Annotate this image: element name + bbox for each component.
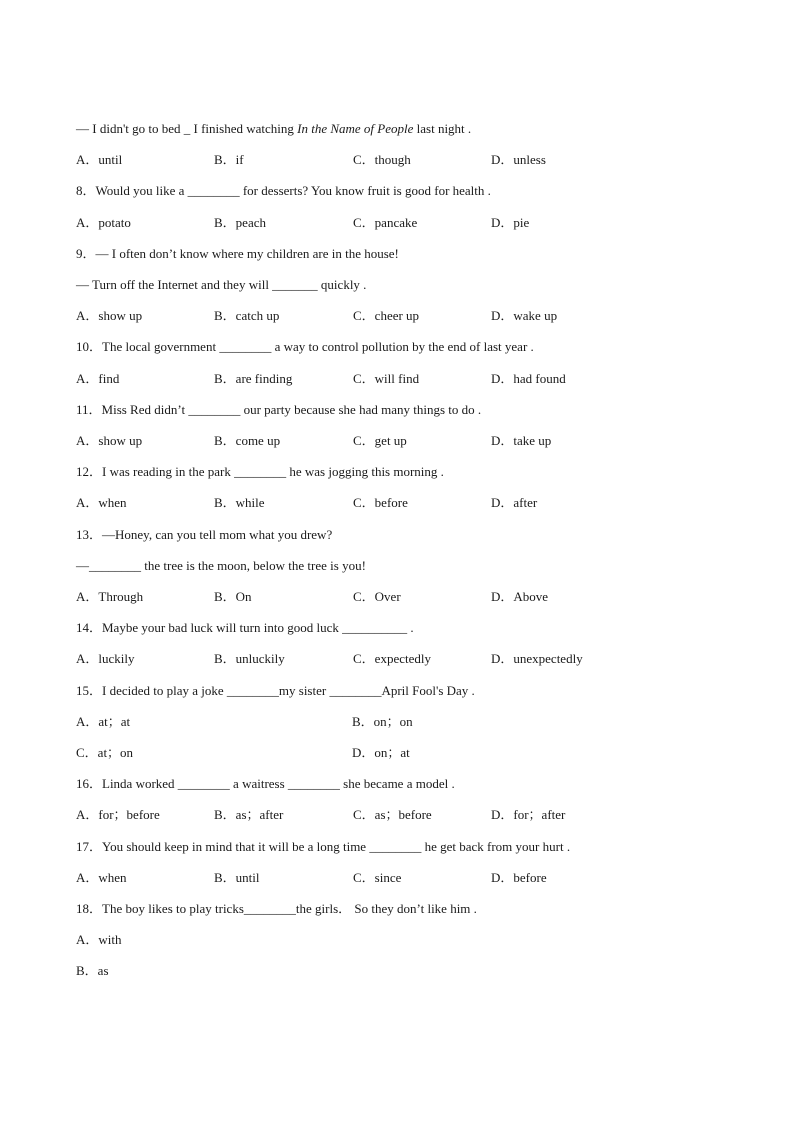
question-14-options xyxy=(76,649,726,669)
option-d[interactable]: D．after xyxy=(491,495,538,510)
option-d[interactable]: D．take up xyxy=(491,433,552,448)
question-15-stem: 15．I decided to play a joke ________my sister ________April Fool's Day . xyxy=(76,683,475,698)
option-a[interactable]: A．when xyxy=(76,495,127,510)
question-8-options xyxy=(76,213,726,233)
option-b[interactable]: B．as xyxy=(76,963,109,978)
option-b[interactable]: B．until xyxy=(214,870,260,885)
option-c[interactable]: C．as；before xyxy=(353,807,432,822)
question-13-options xyxy=(76,587,726,607)
option-a[interactable]: A．show up xyxy=(76,308,143,323)
option-b[interactable]: B．On xyxy=(214,589,252,604)
question-9-options xyxy=(76,306,726,326)
option-d[interactable]: D．unexpectedly xyxy=(491,651,583,666)
option-b[interactable]: B．peach xyxy=(214,215,266,230)
option-d[interactable]: D．before xyxy=(491,870,547,885)
question-13-reply: —________ the tree is the moon, below the tree is you! xyxy=(76,558,366,573)
option-c[interactable]: C．pancake xyxy=(353,215,418,230)
question-17-options xyxy=(76,868,726,888)
option-c[interactable]: C．expectedly xyxy=(353,651,431,666)
option-b[interactable]: B．on；on xyxy=(352,714,413,729)
option-a[interactable]: A．until xyxy=(76,152,123,167)
option-d[interactable]: D．wake up xyxy=(491,308,558,323)
option-d[interactable]: D．on；at xyxy=(352,745,410,760)
question-17-stem: 17．You should keep in mind that it will be a long time ________ he get back from your hurt . xyxy=(76,839,571,854)
question-9-reply: — Turn off the Internet and they will _______ quickly . xyxy=(76,277,367,292)
option-c[interactable]: C．at；on xyxy=(76,745,134,760)
question-11-options xyxy=(76,431,726,451)
option-c[interactable]: C．before xyxy=(353,495,408,510)
question-7-italic-title: In the Name of People xyxy=(297,121,414,136)
option-a[interactable]: A．luckily xyxy=(76,651,135,666)
option-d[interactable]: D．Above xyxy=(491,589,549,604)
option-a[interactable]: A．when xyxy=(76,870,127,885)
question-10-options xyxy=(76,369,726,389)
option-a[interactable]: A．find xyxy=(76,371,120,386)
option-c[interactable]: C．get up xyxy=(353,433,407,448)
option-b[interactable]: B．as；after xyxy=(214,807,284,822)
option-a[interactable]: A．at；at xyxy=(76,714,131,729)
option-d[interactable]: D．pie xyxy=(491,215,530,230)
question-10-stem: 10．The local government ________ a way to control pollution by the end of last year . xyxy=(76,339,534,354)
question-15-options-row-1 xyxy=(76,712,726,732)
option-a[interactable]: A．Through xyxy=(76,589,144,604)
option-a[interactable]: A．for；before xyxy=(76,807,160,822)
question-16-stem: 16．Linda worked ________ a waitress ________ she became a model . xyxy=(76,776,455,791)
option-a[interactable]: A．with xyxy=(76,932,122,947)
option-b[interactable]: B．unluckily xyxy=(214,651,285,666)
question-12-options xyxy=(76,493,726,513)
question-7-text-start: — I didn't go to bed _ I finished watching xyxy=(76,121,298,136)
question-12-stem: 12．I was reading in the park ________ he was jogging this morning . xyxy=(76,464,444,479)
question-11-stem: 11．Miss Red didn’t ________ our party because she had many things to do . xyxy=(76,402,482,417)
question-16-options xyxy=(76,805,726,825)
option-d[interactable]: D．unless xyxy=(491,152,546,167)
option-b[interactable]: B．if xyxy=(214,152,244,167)
option-d[interactable]: D．for；after xyxy=(491,807,566,822)
question-14-stem: 14．Maybe your bad luck will turn into good luck __________ . xyxy=(76,620,414,635)
option-b[interactable]: B．are finding xyxy=(214,371,293,386)
question-15-options-row-2 xyxy=(76,743,726,763)
option-a[interactable]: A．show up xyxy=(76,433,143,448)
option-c[interactable]: C．Over xyxy=(353,589,401,604)
option-a[interactable]: A．potato xyxy=(76,215,131,230)
option-b[interactable]: B．while xyxy=(214,495,265,510)
option-c[interactable]: C．cheer up xyxy=(353,308,420,323)
option-c[interactable]: C．will find xyxy=(353,371,420,386)
option-b[interactable]: B．come up xyxy=(214,433,281,448)
question-13-stem: 13．—Honey, can you tell mom what you drew? xyxy=(76,527,333,542)
question-7-text-end: last night . xyxy=(413,121,472,136)
question-7-stem xyxy=(76,119,471,139)
option-c[interactable]: C．though xyxy=(353,152,411,167)
question-18-stem: 18．The boy likes to play tricks________the girls． So they don’t like him . xyxy=(76,901,477,916)
option-c[interactable]: C．since xyxy=(353,870,402,885)
question-7-options xyxy=(76,150,726,170)
option-b[interactable]: B．catch up xyxy=(214,308,280,323)
question-8-stem: 8．Would you like a ________ for desserts? You know fruit is good for health . xyxy=(76,183,491,198)
question-9-stem: 9．— I often don’t know where my children are in the house! xyxy=(76,246,399,261)
option-d[interactable]: D．had found xyxy=(491,371,566,386)
